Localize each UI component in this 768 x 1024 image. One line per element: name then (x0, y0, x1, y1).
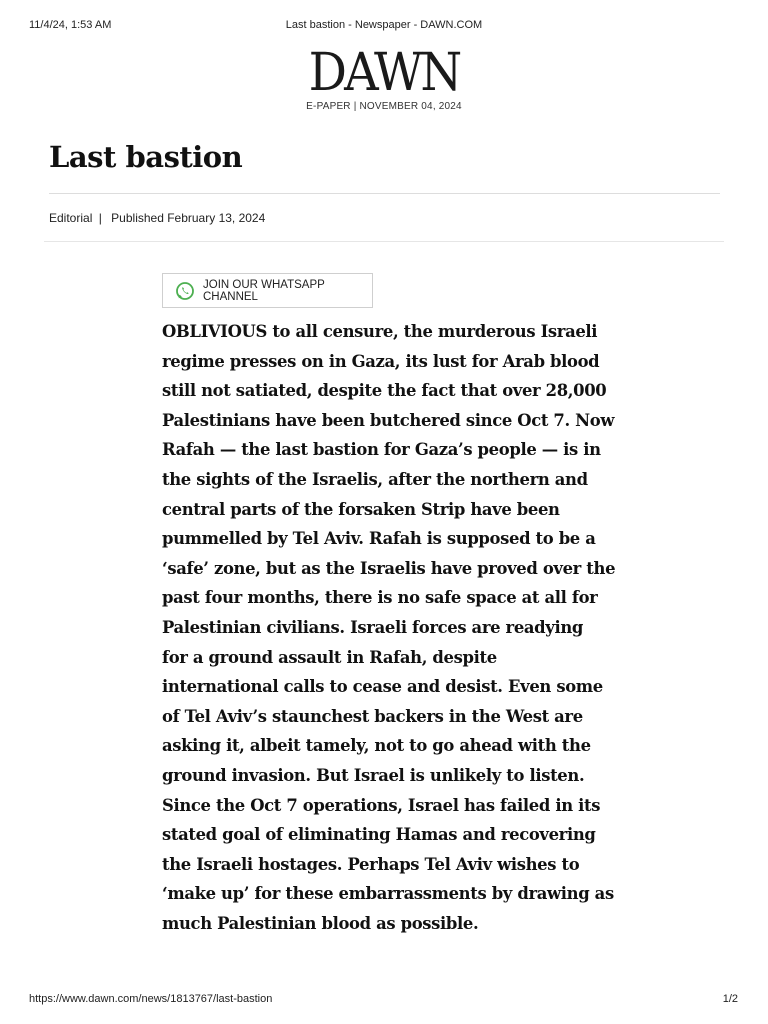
published-date: Published February 13, 2024 (111, 211, 266, 225)
body-line: Palestinian civilians. Israeli forces are readying (162, 617, 584, 637)
print-datetime: 11/4/24, 1:53 AM (29, 19, 112, 31)
body-line: ground invasion. But Israel is unlikely to listen. (162, 765, 585, 785)
print-header (0, 19, 768, 33)
body-line: of Tel Aviv’s staunchest backers in the West are (162, 706, 583, 726)
body-line: the sights of the Israelis, after the northern and (162, 469, 588, 489)
body-line: past four months, there is no safe space at all for (162, 588, 598, 608)
body-line: Rafah — the last bastion for Gaza’s people — is in (162, 440, 601, 460)
byline (49, 211, 265, 225)
body-line: central parts of the forsaken Strip have been (162, 499, 560, 519)
byline-separator: | (98, 211, 102, 225)
masthead (0, 44, 768, 102)
body-line: regime presses on in Gaza, its lust for Arab blood (162, 351, 600, 371)
dawn-logo[interactable]: DAWN (308, 43, 460, 103)
page-number: 1/2 (722, 993, 738, 1005)
body-line: for a ground assault in Rafah, despite (162, 647, 497, 667)
body-line: much Palestinian blood as possible. (162, 913, 479, 933)
body-line: stated goal of eliminating Hamas and recovering (162, 825, 596, 845)
body-line: pummelled by Tel Aviv. Rafah is supposed to be a (162, 529, 596, 549)
body-line: OBLIVIOUS to all censure, the murderous Israeli (162, 322, 598, 341)
headline-divider (49, 193, 720, 194)
whatsapp-label: JOIN OUR WHATSAPP CHANNEL (203, 278, 325, 303)
body-line: the Israeli hostages. Perhaps Tel Aviv wishes to (162, 854, 580, 874)
body-line: Since the Oct 7 operations, Israel has failed in its (162, 795, 601, 815)
body-line: still not satiated, despite the fact that over 28,000 (162, 381, 607, 401)
section-label[interactable]: Editorial (49, 211, 93, 225)
edition-line: E-PAPER | NOVEMBER 04, 2024 (306, 101, 462, 112)
body-line: asking it, albeit tamely, not to go ahead with the (162, 736, 591, 756)
page-url[interactable]: https://www.dawn.com/news/1813767/last-bastion (29, 993, 273, 1005)
body-line: international calls to cease and desist. Even some (162, 677, 603, 697)
article-headline: Last bastion (49, 140, 243, 174)
body-line: ‘safe’ zone, but as the Israelis have proved over the (162, 558, 616, 578)
body-line: ‘make up’ for these embarrassments by drawing as (162, 884, 614, 904)
byline-divider (44, 241, 724, 242)
print-page-title: Last bastion - Newspaper - DAWN.COM (285, 19, 483, 31)
join-whatsapp-channel-button[interactable] (162, 273, 373, 308)
body-line: Palestinians have been butchered since Oct 7. Now (162, 410, 615, 430)
whatsapp-icon (175, 281, 195, 301)
article-body (162, 317, 616, 938)
